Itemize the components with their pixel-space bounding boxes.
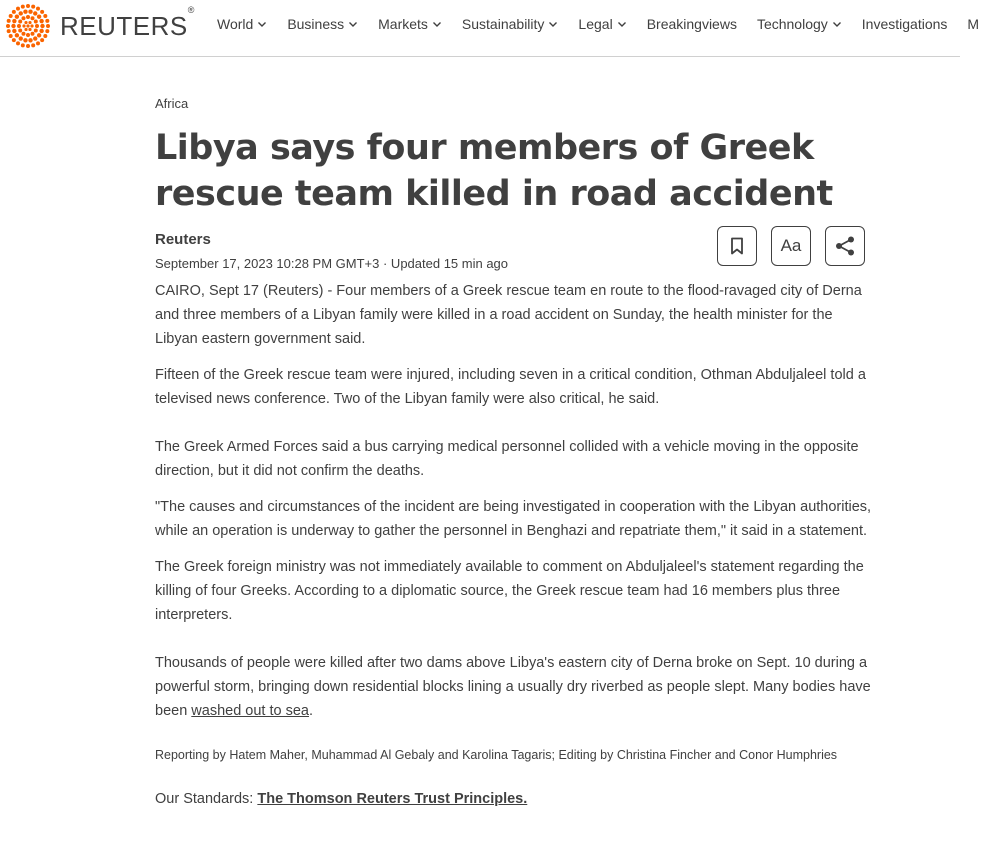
bookmark-icon — [730, 237, 744, 255]
chevron-down-icon — [348, 19, 358, 29]
chevron-down-icon — [548, 19, 558, 29]
section-link[interactable]: Africa — [155, 96, 189, 111]
chevron-down-icon — [617, 19, 627, 29]
reuters-logo-icon — [4, 2, 52, 50]
nav-item-business[interactable] — [287, 16, 358, 32]
text-size-label: Aa — [780, 236, 802, 255]
nav-item-legal[interactable] — [578, 16, 626, 32]
dateline: September 17, 2023 10:28 PM GMT+3 · Updated 15 min ago — [155, 256, 509, 271]
nav-item-label: World — [217, 16, 254, 32]
nav-item-sustainability[interactable] — [462, 16, 559, 32]
paragraph-6: Thousands of people were killed after two dams above Libya's eastern city of Derna broke on Sept. 10 during a powerful storm, bringing down residential blocks lining a usually dry riverbed as people slept. Many bodies have been washed out to sea. — [155, 655, 871, 719]
article — [155, 90, 875, 807]
bookmark-button[interactable] — [717, 226, 757, 266]
top-navigation-bar — [0, 0, 980, 57]
article-body — [155, 279, 875, 723]
nav-item-label: Legal — [578, 16, 613, 32]
nav-item-breakingviews[interactable] — [647, 16, 737, 32]
text-size-button[interactable] — [771, 226, 811, 266]
nav-item-markets[interactable] — [378, 16, 442, 32]
nav-item-investigations[interactable] — [862, 16, 948, 32]
nav-item-label: Markets — [378, 16, 428, 32]
paragraph-1: CAIRO, Sept 17 (Reuters) - Four members of a Greek rescue team en route to the flood-ravaged city of Derna and three members of a Libyan family were killed in a road accident on Sunday, the health minister for the Libyan eastern government said. — [155, 283, 862, 347]
byline — [155, 231, 875, 279]
chevron-down-icon — [432, 19, 442, 29]
paragraph-2: Fifteen of the Greek rescue team were injured, including seven in a critical condition, Othman Abduljaleel told a televised news conference. Two of the Libyan family were also critical, he said. — [155, 367, 866, 407]
nav-item-label: Investigations — [861, 16, 948, 32]
headline: Libya says four members of Greek rescue team killed in road accident — [155, 128, 833, 214]
article-tools — [703, 226, 865, 266]
share-button[interactable] — [825, 226, 865, 266]
standards: Our Standards: The Thomson Reuters Trust Principles. — [155, 791, 528, 807]
nav-item-label: M — [967, 16, 980, 32]
paragraph-5: The Greek foreign ministry was not immediately available to comment on Abduljaleel's statement regarding the killing of four Greeks. According to a diplomatic source, the Greek rescue team had 16 members plus three interpreters. — [155, 559, 864, 623]
paragraph-3: The Greek Armed Forces said a bus carrying medical personnel collided with a vehicle moving in the opposite direction, but it did not confirm the deaths. — [155, 439, 859, 479]
washed-out-to-sea-link[interactable]: washed out to sea — [191, 703, 309, 719]
main-nav — [217, 0, 999, 48]
share-icon — [834, 235, 856, 257]
reuters-logo[interactable] — [4, 2, 195, 50]
trust-principles-link[interactable]: The Thomson Reuters Trust Principles. — [257, 791, 528, 807]
author-link[interactable]: Reuters — [155, 231, 211, 248]
nav-item-world[interactable] — [217, 16, 267, 32]
nav-item-m[interactable] — [967, 16, 979, 32]
nav-item-technology[interactable] — [757, 16, 842, 32]
nav-item-label: Business — [287, 16, 345, 32]
chevron-down-icon — [832, 19, 842, 29]
paragraph-4: "The causes and circumstances of the incident are being investigated in cooperation with the Libyan authorities, while an operation is underway to gather the personnel in Benghazi and repatriate them," it said in a statement. — [155, 499, 872, 539]
credits: Reporting by Hatem Maher, Muhammad Al Gebaly and Karolina Tagaris; Editing by Christina Fincher and Conor Humphries — [155, 748, 838, 762]
brand-name: REUTERS® — [60, 4, 195, 41]
nav-item-label: Breakingviews — [646, 16, 737, 32]
chevron-down-icon — [257, 19, 267, 29]
nav-item-label: Technology — [756, 16, 828, 32]
nav-item-label: Sustainability — [461, 16, 545, 32]
